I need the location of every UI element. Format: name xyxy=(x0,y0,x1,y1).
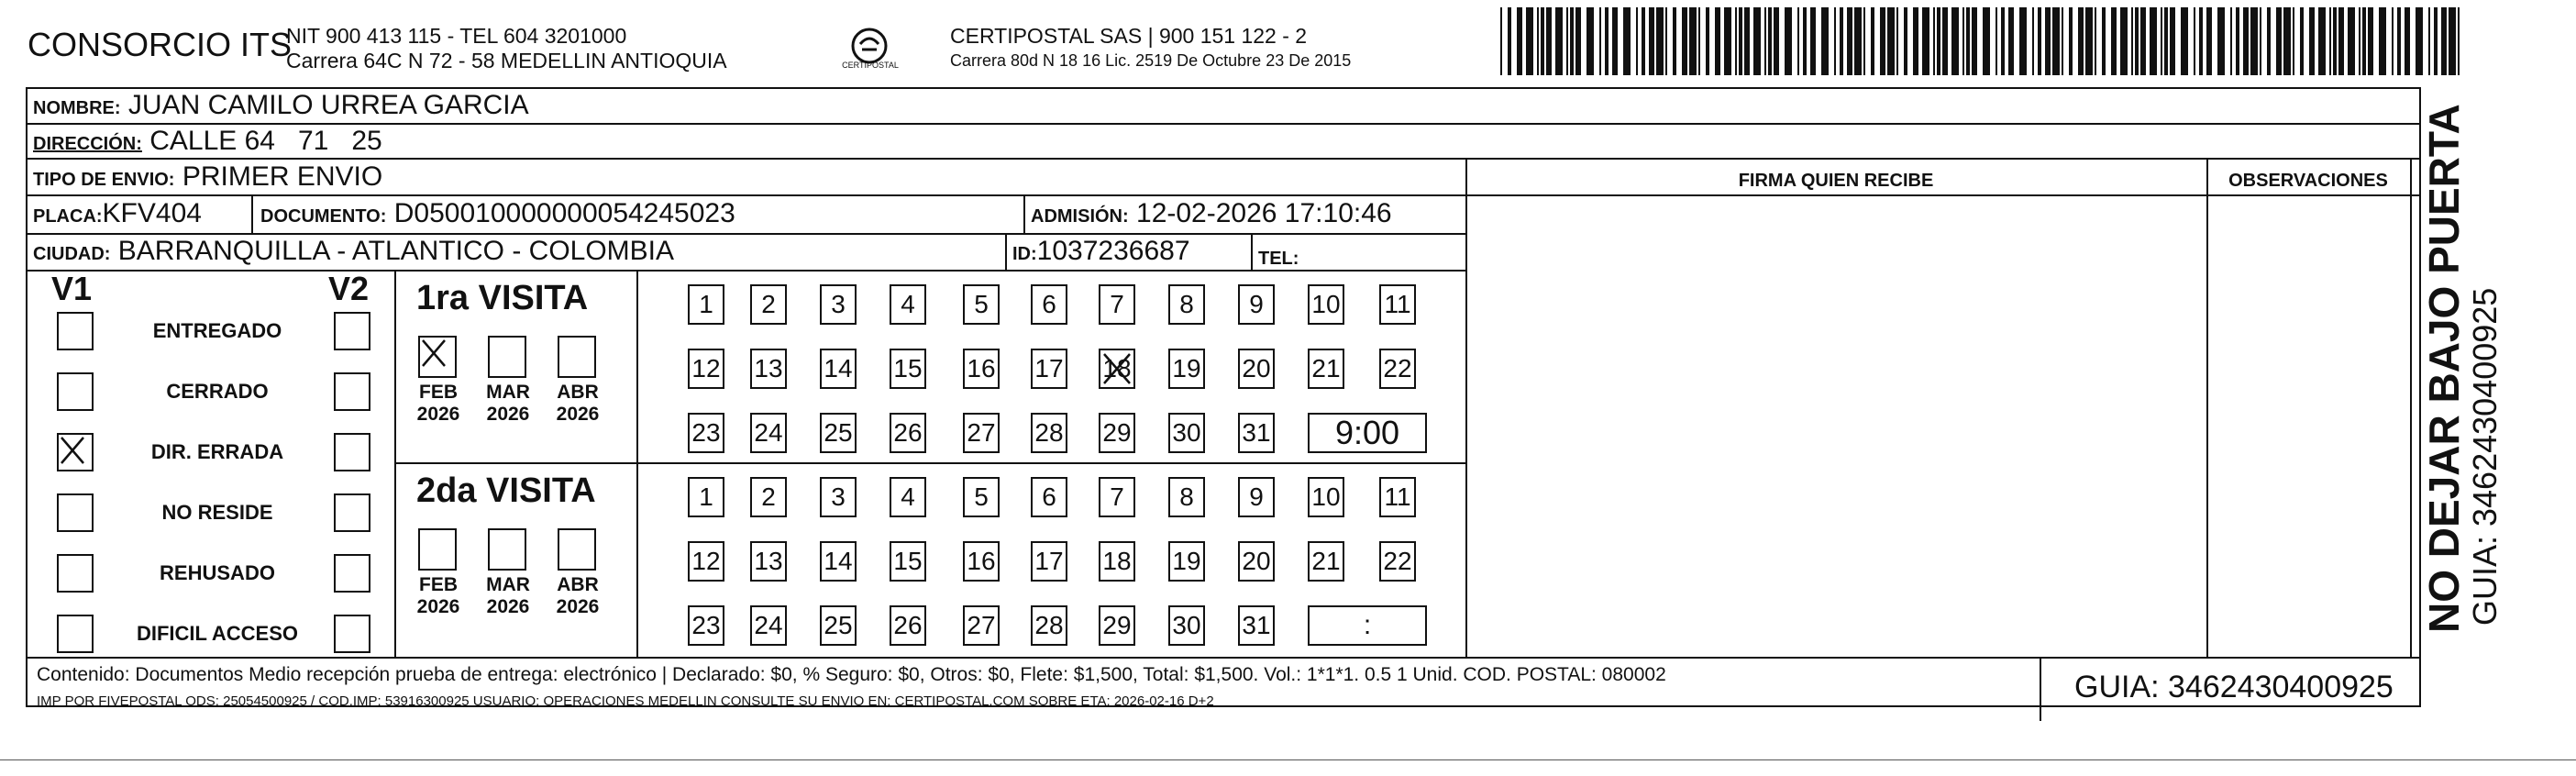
month-checkbox[interactable] xyxy=(488,336,526,378)
footer-contenido: Contenido: Documentos Medio recepción prueba de entrega: electrónico | Declarado: $0, % Seguro: $0, Otros: $0, Flete: $1,500, Total: $1,500. Vol.: 1*1*1. 0.5 1 Unid. COD. POSTAL: 080002 xyxy=(37,664,1666,685)
barcode-bar xyxy=(1951,7,1959,75)
barcode-bar xyxy=(1706,7,1709,75)
v2-checkbox[interactable] xyxy=(334,312,370,350)
id-label: ID: xyxy=(1012,244,1037,264)
month-checkbox[interactable] xyxy=(558,528,596,571)
certipostal-logo-icon xyxy=(842,24,897,79)
day-box[interactable]: 26 xyxy=(890,413,926,453)
company-info xyxy=(286,24,727,73)
barcode-bar xyxy=(2309,7,2315,75)
barcode-bar xyxy=(2194,7,2195,75)
barcode-bar xyxy=(1537,7,1539,75)
day-box[interactable]: 8 xyxy=(1168,477,1205,517)
barcode-bar xyxy=(2001,7,2005,75)
barcode-bar xyxy=(2333,7,2337,75)
barcode-bar xyxy=(2392,7,2394,75)
day-box[interactable]: 3 xyxy=(820,284,857,325)
barcode-bar xyxy=(2019,7,2027,75)
day-box[interactable]: 28 xyxy=(1031,413,1067,453)
day-box[interactable]: 4 xyxy=(890,284,926,325)
v1-checkbox[interactable] xyxy=(57,554,94,593)
nit-line: NIT 900 413 115 - TEL 604 3201000 xyxy=(286,24,627,48)
barcode-bar xyxy=(2359,7,2360,75)
day-box[interactable]: 5 xyxy=(963,284,1000,325)
barcode-bar xyxy=(1797,7,1799,75)
certipostal-info xyxy=(950,24,1351,73)
footer-imp: IMP POR FIVEPOSTAL ODS: 25054500925 / COD.IMP: 53916300925 USUARIO: OPERACIONES MEDELLIN CONSULTE SU ENVIO EN: CERTIPOSTAL.COM SOBRE ETA: 2026-02-16 D+2 xyxy=(37,693,1214,709)
month-year: 2026 xyxy=(416,596,460,617)
barcode-bar xyxy=(1665,7,1667,75)
barcode-bar xyxy=(1724,7,1731,75)
barcode-bar xyxy=(2236,7,2239,75)
side-guia: GUIA: 3462430400925 xyxy=(2466,287,2504,626)
placa-value: KFV404 xyxy=(102,198,202,228)
barcode-bar xyxy=(1636,7,1638,75)
barcode-bar xyxy=(1774,7,1779,75)
barcode-bar xyxy=(2283,7,2291,75)
barcode-bar xyxy=(1587,7,1594,75)
id-row xyxy=(1012,236,1190,267)
barcode-bar xyxy=(2368,7,2373,75)
barcode-bar xyxy=(1764,7,1766,75)
day-box[interactable]: 6 xyxy=(1031,284,1067,325)
day-box[interactable]: 22 xyxy=(1379,349,1416,389)
barcode-bar xyxy=(1983,7,1990,75)
barcode-bar xyxy=(2140,7,2146,75)
day-box[interactable]: 18 xyxy=(1099,541,1135,582)
barcode-bar xyxy=(2293,7,2294,75)
barcode-bar xyxy=(2243,7,2249,75)
id-value: 1037236687 xyxy=(1036,236,1190,266)
footer-guia: GUIA: 3462430400925 xyxy=(2074,670,2394,704)
day-box[interactable]: 24 xyxy=(750,605,787,646)
barcode-bar xyxy=(2230,7,2232,75)
barcode-bar xyxy=(2405,7,2410,75)
month-name: MAR xyxy=(486,382,530,403)
admision-value: 12-02-2026 17:10:46 xyxy=(1136,198,1392,228)
company-name: CONSORCIO ITS xyxy=(28,26,293,63)
certipostal-line: CERTIPOSTAL SAS | 900 151 122 - 2 xyxy=(950,24,1308,48)
day-box[interactable]: 13 xyxy=(750,349,787,389)
barcode-bar xyxy=(2161,7,2162,75)
barcode-bar xyxy=(1922,7,1929,75)
day-box[interactable]: 25 xyxy=(820,413,857,453)
day-box[interactable]: 2 xyxy=(750,477,787,517)
documento-label: DOCUMENTO: xyxy=(260,206,387,227)
day-box[interactable]: 15 xyxy=(890,349,926,389)
barcode-bar xyxy=(2131,7,2133,75)
barcode-bar xyxy=(1753,7,1761,75)
barcode-bar xyxy=(1508,7,1511,75)
placa-row xyxy=(33,198,202,229)
day-box[interactable]: 8 xyxy=(1168,284,1205,325)
barcode-bar xyxy=(1682,7,1687,75)
barcode-bar xyxy=(1656,7,1664,75)
day-box[interactable]: 7 xyxy=(1099,477,1135,517)
barcode-bar xyxy=(1768,7,1772,75)
tel-label: TEL: xyxy=(1258,249,1299,269)
day-box[interactable]: 7 xyxy=(1099,284,1135,325)
barcode-bar xyxy=(1612,7,1618,75)
direccion-value: CALLE 64 71 25 xyxy=(149,126,382,156)
barcode-bar xyxy=(1605,7,1609,75)
v2-checkbox[interactable] xyxy=(334,615,370,653)
barcode-bar xyxy=(1887,7,1895,75)
month-name: FEB xyxy=(419,382,458,403)
month-label xyxy=(548,574,607,618)
day-box[interactable]: 12 xyxy=(688,541,724,582)
barcode-bar xyxy=(2267,7,2271,75)
barcode-bar xyxy=(2428,7,2430,75)
day-box[interactable]: 9 xyxy=(1238,477,1275,517)
day-box[interactable]: 25 xyxy=(820,605,857,646)
visit1-title: 1ra VISITA xyxy=(416,279,589,317)
barcode-bar xyxy=(1834,7,1836,75)
barcode-bar xyxy=(2199,7,2203,75)
barcode-bar xyxy=(2329,7,2331,75)
day-box[interactable]: 22 xyxy=(1379,541,1416,582)
barcode-bar xyxy=(2260,7,2261,75)
barcode-bar xyxy=(2150,7,2157,75)
month-year: 2026 xyxy=(416,404,460,425)
barcode-bar xyxy=(2318,7,2326,75)
barcode-bar xyxy=(2045,7,2051,75)
day-box[interactable]: 20 xyxy=(1238,541,1275,582)
barcode-bar xyxy=(2416,7,2423,75)
barcode-bar xyxy=(1996,7,1997,75)
day-box[interactable]: 2 xyxy=(750,284,787,325)
observaciones-header: OBSERVACIONES xyxy=(2228,171,2388,191)
barcode-bar xyxy=(1500,7,1502,75)
documento-value: D050010000000054245023 xyxy=(393,198,735,228)
side-labels xyxy=(2421,104,2504,633)
day-box[interactable]: 24 xyxy=(750,413,787,453)
direccion-row xyxy=(33,126,382,157)
barcode-bar xyxy=(2038,7,2041,75)
barcode-bar xyxy=(2250,7,2258,75)
day-box[interactable]: 26 xyxy=(890,605,926,646)
v2-checkbox[interactable] xyxy=(334,372,370,411)
month-name: ABR xyxy=(557,382,599,403)
barcode-bar xyxy=(2338,7,2344,75)
barcode-bar xyxy=(2206,7,2212,75)
barcode-bar xyxy=(1541,7,1544,75)
barcode-bar xyxy=(2062,7,2063,75)
v1-checkbox[interactable] xyxy=(57,312,94,350)
barcode-bar xyxy=(2441,7,2447,75)
tipo-label: TIPO DE ENVIO: xyxy=(33,170,175,190)
barcode-bar xyxy=(1863,7,1865,75)
barcode-bar xyxy=(2348,7,2355,75)
barcode-bar xyxy=(2111,7,2117,75)
barcode-bar xyxy=(2032,7,2034,75)
day-box[interactable]: 31 xyxy=(1238,413,1275,453)
barcode-bar xyxy=(1966,7,1970,75)
day-box[interactable]: 11 xyxy=(1379,284,1416,325)
month-year: 2026 xyxy=(486,404,530,425)
day-box[interactable]: 11 xyxy=(1379,477,1416,517)
day-box[interactable]: 5 xyxy=(963,477,1000,517)
month-year: 2026 xyxy=(556,404,600,425)
day-box[interactable]: 18 xyxy=(1099,349,1135,389)
status-option-label: ENTREGADO xyxy=(152,319,282,342)
nombre-label: NOMBRE: xyxy=(33,98,121,118)
barcode-bar xyxy=(1735,7,1737,75)
tel-row xyxy=(1258,240,1299,272)
barcode-bar xyxy=(1854,7,1862,75)
v2-checkbox[interactable] xyxy=(334,554,370,593)
barcode-bar xyxy=(1642,7,1645,75)
day-box[interactable]: 15 xyxy=(890,541,926,582)
month-year: 2026 xyxy=(486,596,530,617)
day-box[interactable]: 21 xyxy=(1308,349,1344,389)
day-box[interactable]: 10 xyxy=(1308,284,1344,325)
v1-checkbox[interactable] xyxy=(57,433,94,471)
barcode-bar xyxy=(2102,7,2106,75)
month-name: MAR xyxy=(486,574,530,595)
barcode-bar xyxy=(2078,7,2084,75)
barcode-bar xyxy=(2458,7,2460,75)
barcode-bar xyxy=(1744,7,1750,75)
month-name: ABR xyxy=(557,574,599,595)
month-label xyxy=(409,382,468,426)
barcode-bar xyxy=(2362,7,2366,75)
barcode-bar xyxy=(1689,7,1697,75)
side-warning: NO DEJAR BAJO PUERTA xyxy=(2420,104,2468,633)
visit2-title: 2da VISITA xyxy=(416,471,596,510)
barcode-bar xyxy=(1739,7,1742,75)
barcode-bar xyxy=(2069,7,2073,75)
barcode-bar xyxy=(1570,7,1574,75)
month-checkbox[interactable] xyxy=(418,336,457,378)
barcode-bar xyxy=(1715,7,1720,75)
barcode-bar xyxy=(1555,7,1563,75)
v1-checkbox[interactable] xyxy=(57,372,94,411)
day-box[interactable]: 13 xyxy=(750,541,787,582)
day-box[interactable]: 27 xyxy=(963,605,1000,646)
month-checkbox[interactable] xyxy=(488,528,526,571)
barcode-bar xyxy=(1698,7,1700,75)
day-box[interactable]: 16 xyxy=(963,541,1000,582)
barcode-bar xyxy=(2449,7,2456,75)
barcode-bar xyxy=(2008,7,2014,75)
month-year: 2026 xyxy=(556,596,600,617)
barcode-bar xyxy=(2434,7,2438,75)
day-box[interactable]: 30 xyxy=(1168,605,1205,646)
day-box[interactable]: 14 xyxy=(820,349,857,389)
barcode-bar xyxy=(1847,7,1852,75)
barcode-bar xyxy=(1517,7,1522,75)
barcode-bar xyxy=(1649,7,1654,75)
day-box[interactable]: 1 xyxy=(688,284,724,325)
barcode-bar xyxy=(2085,7,2093,75)
day-box[interactable]: 29 xyxy=(1099,605,1135,646)
barcode-bar xyxy=(2135,7,2139,75)
time-box[interactable]: : xyxy=(1308,605,1427,646)
ciudad-value: BARRANQUILLA - ATLANTICO - COLOMBIA xyxy=(117,236,675,266)
barcode-bar xyxy=(1599,7,1601,75)
barcode-bar xyxy=(1962,7,1964,75)
month-name: FEB xyxy=(419,574,458,595)
status-option-label: CERRADO xyxy=(166,380,269,403)
barcode-bar xyxy=(1937,7,1940,75)
placa-label: PLACA: xyxy=(33,206,103,227)
status-option-label: DIR. ERRADA xyxy=(150,440,284,463)
month-label xyxy=(479,574,537,618)
day-box[interactable]: 28 xyxy=(1031,605,1067,646)
day-box[interactable]: 17 xyxy=(1031,541,1067,582)
barcode-bar xyxy=(1623,7,1631,75)
month-checkbox[interactable] xyxy=(418,528,457,571)
barcode-bar xyxy=(2217,7,2225,75)
day-box[interactable]: 10 xyxy=(1308,477,1344,517)
barcode-bar xyxy=(2397,7,2401,75)
v1-label: V1 xyxy=(51,270,93,307)
barcode-bar xyxy=(2164,7,2168,75)
day-box[interactable]: 14 xyxy=(820,541,857,582)
month-label xyxy=(548,382,607,426)
time-box[interactable]: 9:00 xyxy=(1308,413,1427,453)
admision-row xyxy=(1031,198,1392,229)
admision-label: ADMISIÓN: xyxy=(1031,206,1129,227)
status-option-label: REHUSADO xyxy=(160,561,275,584)
ciudad-row xyxy=(33,236,674,267)
barcode-bar xyxy=(1896,7,1898,75)
barcode-bar xyxy=(1566,7,1568,75)
barcode-bar xyxy=(2095,7,2096,75)
barcode-bar xyxy=(1904,7,1907,75)
month-label xyxy=(409,574,468,618)
day-box[interactable]: 9 xyxy=(1238,284,1275,325)
status-option-label: DIFICIL ACCESO xyxy=(136,622,298,645)
barcode-bar xyxy=(1821,7,1829,75)
barcode-bar xyxy=(1880,7,1885,75)
barcode-bar xyxy=(2120,7,2128,75)
barcode-bar xyxy=(1972,7,1977,75)
barcode-bar xyxy=(2276,7,2282,75)
logo-text: CERTIPOSTAL xyxy=(842,61,899,70)
day-box[interactable]: 30 xyxy=(1168,413,1205,453)
barcode xyxy=(1500,7,2467,75)
v2-checkbox[interactable] xyxy=(334,493,370,532)
day-box[interactable]: 29 xyxy=(1099,413,1135,453)
barcode-bar xyxy=(1933,7,1935,75)
day-box[interactable]: 12 xyxy=(688,349,724,389)
barcode-bar xyxy=(1913,7,1918,75)
day-box[interactable]: 19 xyxy=(1168,349,1205,389)
day-box[interactable]: 31 xyxy=(1238,605,1275,646)
barcode-bar xyxy=(2170,7,2175,75)
barcode-bar xyxy=(1803,7,1807,75)
barcode-bar xyxy=(1840,7,1843,75)
status-option-label: NO RESIDE xyxy=(161,501,273,524)
v2-label: V2 xyxy=(328,270,370,307)
day-box[interactable]: 16 xyxy=(963,349,1000,389)
day-box[interactable]: 19 xyxy=(1168,541,1205,582)
barcode-bar xyxy=(2181,7,2188,75)
barcode-bar xyxy=(1673,7,1676,75)
barcode-bar xyxy=(2300,7,2304,75)
tipo-row xyxy=(33,161,382,193)
day-box[interactable]: 6 xyxy=(1031,477,1067,517)
nombre-value: JUAN CAMILO URREA GARCIA xyxy=(127,90,529,120)
certipostal-address: Carrera 80d N 18 16 Lic. 2519 De Octubre 23 De 2015 xyxy=(950,51,1352,70)
barcode-bar xyxy=(1942,7,1948,75)
tipo-value: PRIMER ENVIO xyxy=(182,161,383,192)
barcode-bar xyxy=(2052,7,2060,75)
direccion-label: DIRECCIÓN: xyxy=(33,134,142,154)
v2-checkbox[interactable] xyxy=(334,433,370,471)
barcode-bar xyxy=(1575,7,1581,75)
barcode-bar xyxy=(1785,7,1792,75)
barcode-bar xyxy=(1526,7,1533,75)
documento-row xyxy=(260,198,735,229)
month-checkbox[interactable] xyxy=(558,336,596,378)
month-label xyxy=(479,382,537,426)
v1-checkbox[interactable] xyxy=(57,615,94,653)
day-box[interactable]: 23 xyxy=(688,605,724,646)
barcode-bar xyxy=(1810,7,1816,75)
day-box[interactable]: 27 xyxy=(963,413,1000,453)
day-box[interactable]: 20 xyxy=(1238,349,1275,389)
day-box[interactable]: 4 xyxy=(890,477,926,517)
day-box[interactable]: 3 xyxy=(820,477,857,517)
company-address: Carrera 64C N 72 - 58 MEDELLIN ANTIOQUIA xyxy=(286,49,727,72)
day-box[interactable]: 1 xyxy=(688,477,724,517)
barcode-bar xyxy=(2379,7,2386,75)
day-box[interactable]: 21 xyxy=(1308,541,1344,582)
ciudad-label: CIUDAD: xyxy=(33,244,111,264)
day-box[interactable]: 17 xyxy=(1031,349,1067,389)
firma-header: FIRMA QUIEN RECIBE xyxy=(1738,171,1934,191)
barcode-bar xyxy=(1546,7,1552,75)
v1-checkbox[interactable] xyxy=(57,493,94,532)
nombre-row xyxy=(33,90,529,121)
day-box[interactable]: 23 xyxy=(688,413,724,453)
barcode-bar xyxy=(1871,7,1874,75)
